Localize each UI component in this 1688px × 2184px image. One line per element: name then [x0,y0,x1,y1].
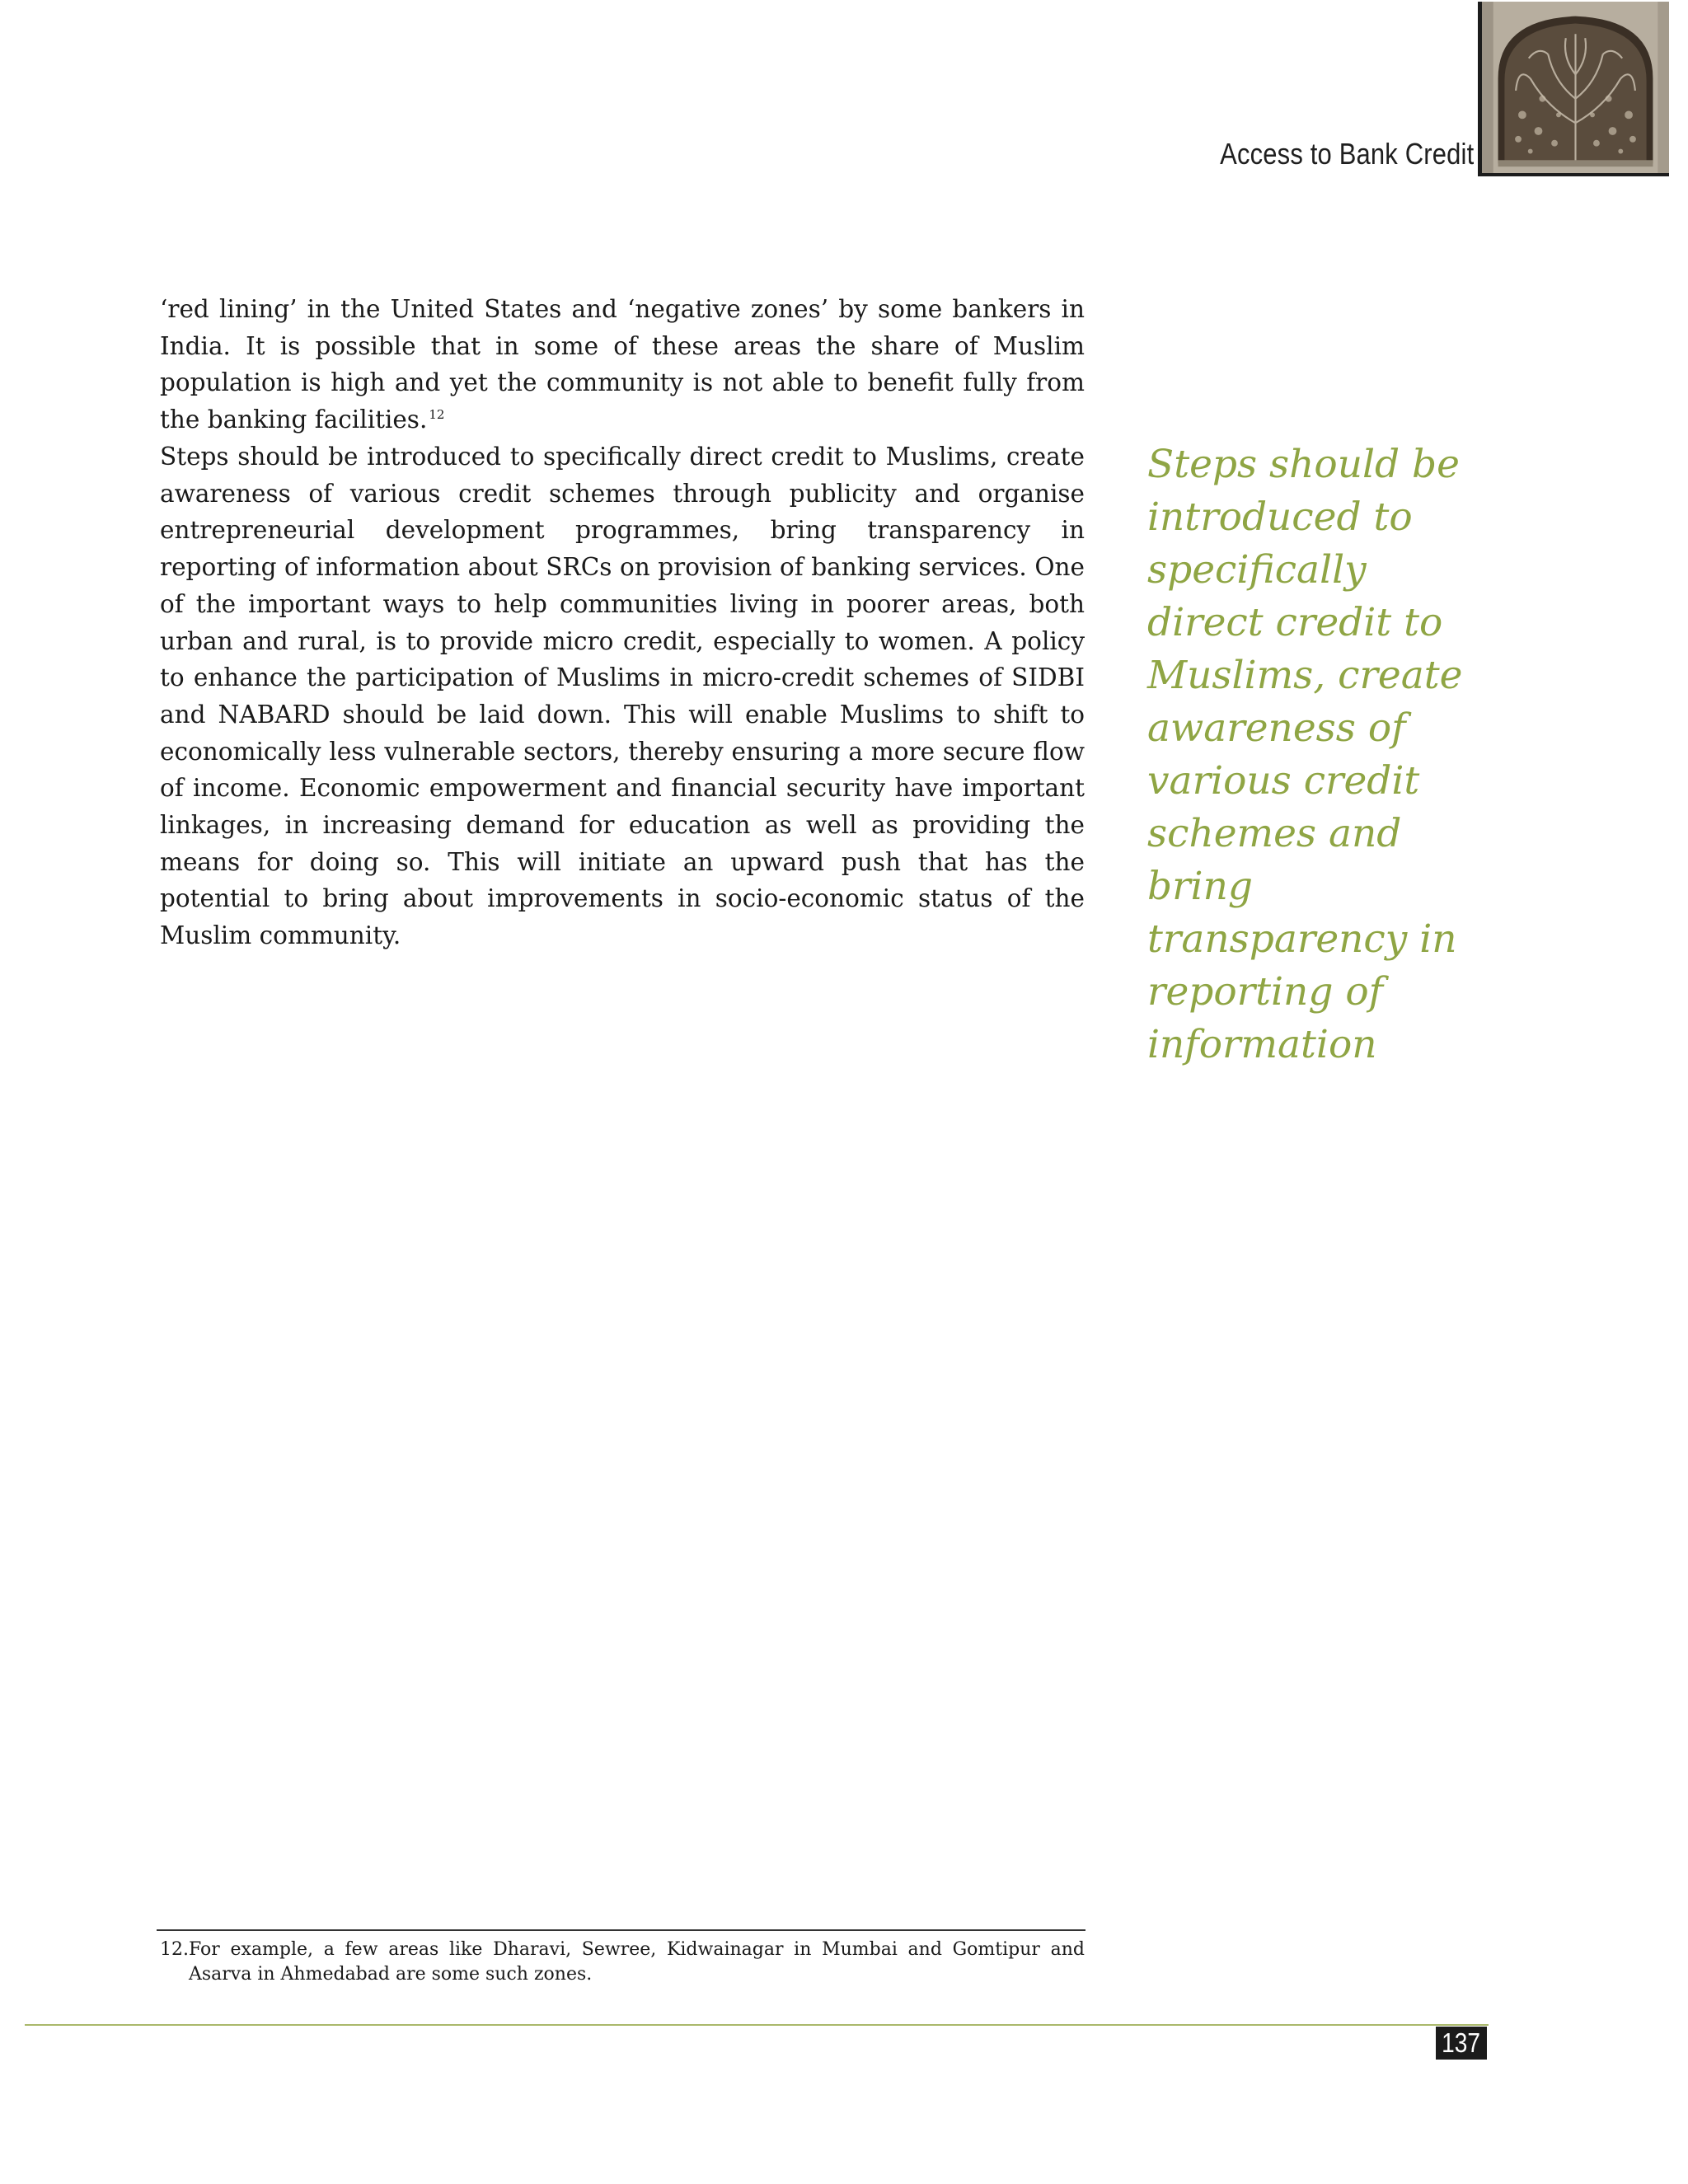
footnote-divider [157,1929,1085,1931]
pull-quote: Steps should be introduced to specifically direct credit to Muslims, create awareness of various credit schemes and bring transparency in reporting of information [1147,442,1463,1067]
header-lattice-image [1478,2,1669,176]
lattice-window-illustration [1482,2,1669,173]
body-paragraph-1-text: ‘red lining’ in the United States and ‘negative zones’ by some bankers in India. It is possible that in some of these areas the share of Muslim population is high and yet the community is not able to benefit fully from the banking facilities. [160,295,1085,434]
footer-rule [25,2024,1489,2026]
footnote-number: 12. [160,1939,189,1960]
body-paragraph-1 [160,291,1085,438]
footnote-text: For example, a few areas like Dharavi, Sewree, Kidwainagar in Mumbai and Gomtipur and Asarva in Ahmedabad are some such zones. [189,1939,1085,1985]
page-number-badge [1436,2027,1487,2060]
footnote-reference[interactable]: 12 [429,407,445,423]
body-paragraph-2: Steps should be introduced to specifically direct credit to Muslims, create awareness of various credit schemes through publicity and organise entrepreneurial development programmes, bring transparency in reporting of information about SRCs on provision of banking services. One of the important ways to help communities living in poorer areas, both urban and rural, is to provide micro credit, especially to women. A policy to enhance the participation of Muslims in micro-credit schemes of SIDBI and NABARD should be laid down. This will enable Muslims to shift to economically less vulnerable sectors, thereby ensuring a more secure flow of income. Economic empowerment and financial security have important linkages, in increasing demand for education as well as providing the means for doing so. This will initiate an upward push that has the potential to bring about improvements in socio-economic status of the Muslim community. [160,443,1085,950]
running-header-title: Access to Bank Credit [1219,137,1474,171]
page-number: 137 [1442,2027,1481,2058]
footnote [160,1938,1085,1987]
